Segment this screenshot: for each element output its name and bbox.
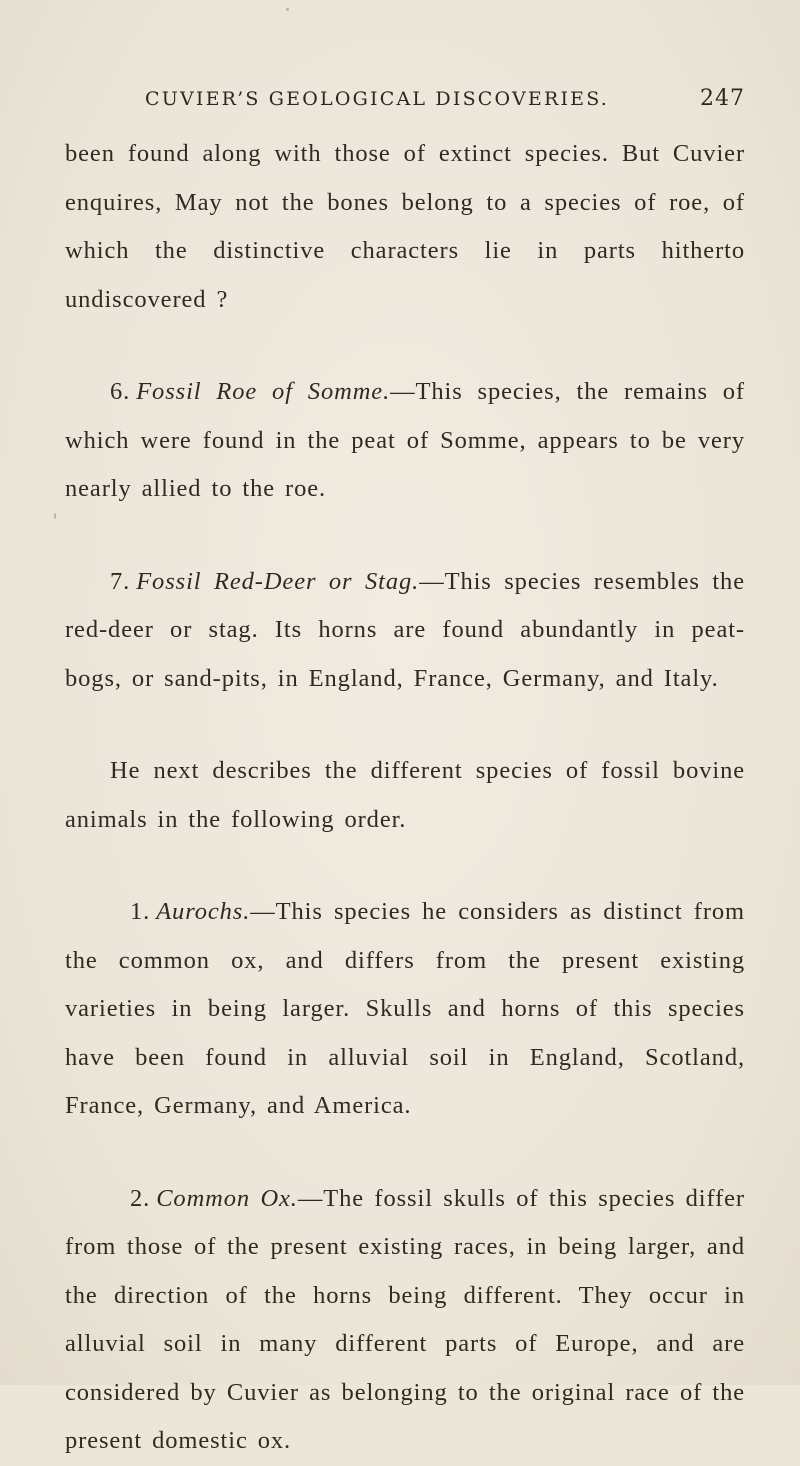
entry-number: 2. bbox=[130, 1184, 151, 1212]
entry-number: 7. bbox=[110, 567, 131, 595]
page-number: 247 bbox=[700, 86, 745, 111]
entry-heading: Fossil Roe of Somme. bbox=[136, 378, 391, 405]
paragraph-bovine-intro bbox=[65, 747, 745, 844]
paragraph-text: —This species, the remains of which were found in the peat of Somme, appears to be very nearly allied to the roe. bbox=[65, 378, 745, 502]
entry-heading: Common Ox. bbox=[156, 1184, 298, 1212]
running-head: CUVIER’S GEOLOGICAL DISCOVERIES. bbox=[145, 88, 610, 110]
paragraph-text: —The fossil skulls of this species differ from those of the present existing races, in being larger, and the direction of the horns being different. They occur in alluvial soil in many different parts of Europe, and are considered by Cuvier as belonging to the original race of the present domestic ox. bbox=[65, 1184, 745, 1454]
body-text bbox=[65, 130, 745, 1466]
paragraph-text: —This species he considers as distinct from the common ox, and differs from the present existing varieties in being larger. Skulls and horns of this species have been found in alluvial soil in England, Scotland, France, Germany, and America. bbox=[65, 898, 745, 1119]
entry-heading: Aurochs. bbox=[156, 898, 251, 925]
page-header bbox=[145, 84, 745, 118]
paragraph-text: He next describes the different species of fossil bovine animals in the following order. bbox=[65, 757, 745, 833]
paragraph-fossil-roe bbox=[65, 368, 745, 514]
paragraph-aurochs bbox=[65, 888, 745, 1131]
paragraph-continuation bbox=[65, 130, 745, 324]
paragraph-fossil-stag bbox=[65, 558, 745, 704]
entry-number: 6. bbox=[110, 378, 131, 405]
paper-speck bbox=[286, 8, 289, 11]
paragraph-common-ox bbox=[65, 1175, 745, 1466]
paper-speck bbox=[54, 513, 56, 519]
entry-number: 1. bbox=[130, 898, 151, 925]
entry-heading: Fossil Red-Deer or Stag. bbox=[136, 567, 420, 595]
paragraph-text: been found along with those of extinct species. But Cuvier enquires, May not the bones belong to a species of roe, of which the distinctive characters lie in parts hitherto undiscovered ? bbox=[65, 140, 745, 313]
paragraph-text: —This species resembles the red-deer or stag. Its horns are found abundantly in peat-bogs, or sand-pits, in England, France, Germany, and Italy. bbox=[65, 567, 745, 692]
